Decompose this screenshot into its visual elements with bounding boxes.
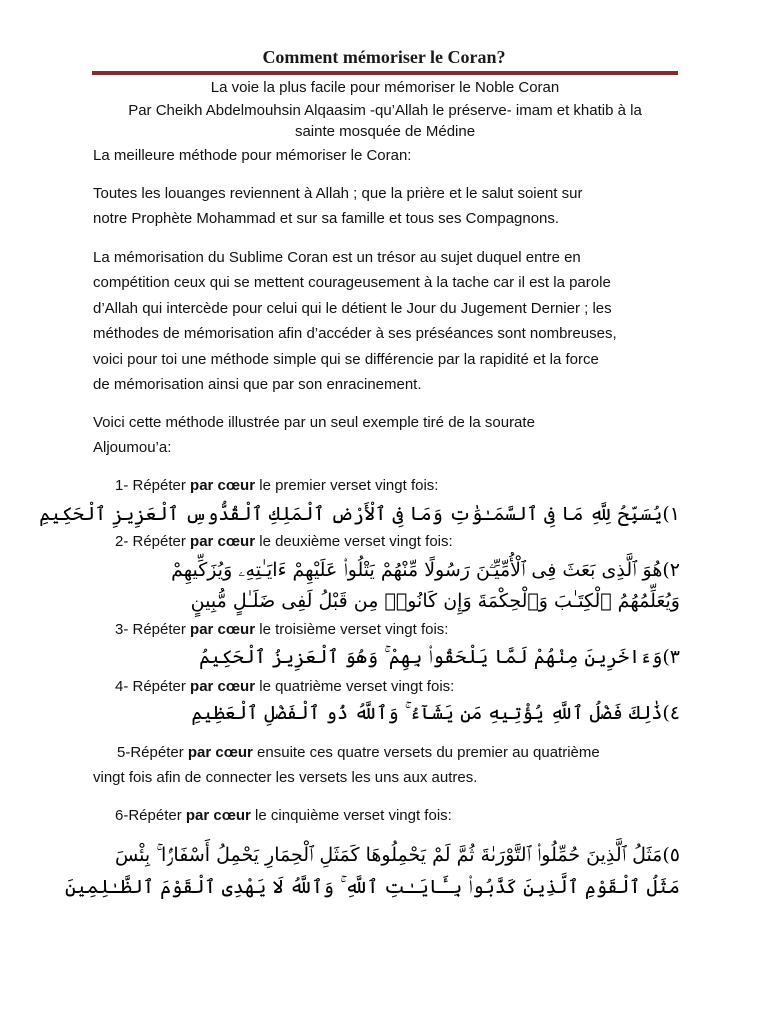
title-divider: [92, 71, 678, 75]
step-bold: par cœur: [190, 678, 256, 695]
step-text: 5-Répéter: [117, 744, 188, 761]
step-bold: par cœur: [190, 477, 256, 494]
step-text: Répéter: [128, 678, 191, 695]
step-6: [115, 806, 452, 826]
step-4: [115, 677, 454, 697]
subtitle-line-3: sainte mosquée de Médine: [294, 123, 476, 140]
step-text: le troisième verset vingt fois:: [255, 621, 449, 638]
step-text: le cinquième verset vingt fois:: [250, 807, 452, 824]
paragraph-2-line-2: compétition ceux qui se mettent courageusement à la tache car il est la parole: [93, 274, 611, 291]
step-bold: par cœur: [187, 744, 253, 761]
verse-2-line-1: ٢)هُوَ ٱلَّذِى بَعَثَ فِى ٱلْأُمِّيِّـۧنَ رَسُولًا مِّنْهُمْ يَتْلُوا۟ عَلَيْهِمْ ءَايَـٰتِهِۦ وَيُزَكِّيهِمْ: [171, 559, 680, 581]
paragraph-1-line-2: notre Prophète Mohammad et sur sa famille et tous ses Compagnons.: [93, 210, 560, 227]
paragraph-2-line-4: méthodes de mémorisation afin d’accéder à ses préséances sont nombreuses,: [93, 325, 617, 342]
section-heading: La meilleure méthode pour mémoriser le Coran:: [93, 147, 412, 164]
step-text: Répéter: [128, 533, 191, 550]
step-5-line-2: vingt fois afin de connecter les versets les uns aux autres.: [93, 769, 478, 786]
step-5-line-1: [117, 743, 600, 763]
paragraph-2-line-6: de mémorisation ainsi que par son enracinement.: [93, 376, 422, 393]
step-text: le quatrième verset vingt fois:: [255, 678, 455, 695]
step-text: le deuxième verset vingt fois:: [255, 533, 453, 550]
verse-1: ١)يُسَبِّحُ لِلَّهِ مَا فِى ٱلسَّمَـٰوَٰتِ وَمَا فِى ٱلْأَرْضِ ٱلْمَلِكِ ٱلْقُدُّوسِ ٱلْعَزِيزِ ٱلْحَكِيمِ: [39, 503, 680, 525]
subtitle-line-2: Par Cheikh Abdelmouhsin Alqaasim -qu’Allah le préserve- imam et khatib à la: [128, 102, 642, 119]
step-bold: par cœur: [190, 621, 256, 638]
step-text: ensuite ces quatre versets du premier au quatrième: [252, 744, 600, 761]
verse-3: ٣)وَءَاخَرِينَ مِنْهُمْ لَمَّا يَلْحَقُوا۟ بِهِمْ ۚ وَهُوَ ٱلْعَزِيزُ ٱلْحَكِيمُ: [199, 646, 680, 668]
verse-5-line-1: ٥)مَثَلُ ٱلَّذِينَ حُمِّلُوا۟ ٱلتَّوْرَىٰةَ ثُمَّ لَمْ يَحْمِلُوهَا كَمَثَلِ ٱلْحِمَارِ يَحْمِلُ أَسْفَارًۢا ۚ بِئْسَ: [114, 844, 680, 866]
step-text: 6-Répéter: [115, 807, 186, 824]
step-number: 1-: [115, 477, 129, 494]
page-title: Comment mémoriser le Coran?: [262, 47, 506, 67]
step-number: 3-: [115, 621, 129, 638]
verse-2-line-2: وَيُعَلِّمُهُمُ ٱلْكِتَـٰبَ وَٱلْحِكْمَةَ وَإِن كَانُوا۟ مِن قَبْلُ لَفِى ضَلَـٰلٍ مُّبِينٍ: [190, 590, 680, 612]
step-bold: par cœur: [190, 533, 256, 550]
paragraph-2-line-3: d’Allah qui intercède pour celui qui le détient le Jour du Jugement Dernier ; les: [93, 300, 612, 317]
step-text: Répéter: [128, 621, 191, 638]
step-number: 4-: [115, 678, 129, 695]
step-2: [115, 532, 453, 552]
paragraph-3-line-2: Aljoumou’a:: [93, 439, 172, 456]
subtitle-line-1: La voie la plus facile pour mémoriser le Noble Coran: [210, 79, 560, 96]
step-1: [115, 476, 438, 496]
step-text: Répéter: [128, 477, 191, 494]
verse-5-line-2: مَثَلُ ٱلْقَوْمِ ٱلَّذِينَ كَذَّبُوا۟ بِـَٔايَـٰتِ ٱللَّهِ ۚ وَٱللَّهُ لَا يَهْدِى ٱلْقَوْمَ ٱلظَّـٰلِمِينَ: [64, 876, 680, 898]
verse-4: ٤)ذَٰلِكَ فَضْلُ ٱللَّهِ يُؤْتِيهِ مَن يَشَآءُ ۚ وَٱللَّهُ ذُو ٱلْفَضْلِ ٱلْعَظِيمِ: [191, 702, 680, 724]
step-3: [115, 620, 448, 640]
step-number: 2-: [115, 533, 129, 550]
paragraph-2-line-1: La mémorisation du Sublime Coran est un trésor au sujet duquel entre en: [93, 249, 581, 266]
paragraph-2-line-5: voici pour toi une méthode simple qui se différencie par la rapidité et la force: [93, 351, 599, 368]
paragraph-3-line-1: Voici cette méthode illustrée par un seul exemple tiré de la sourate: [93, 414, 535, 431]
step-text: le premier verset vingt fois:: [255, 477, 439, 494]
paragraph-1-line-1: Toutes les louanges reviennent à Allah ; que la prière et le salut soient sur: [93, 185, 583, 202]
step-bold: par cœur: [185, 807, 251, 824]
